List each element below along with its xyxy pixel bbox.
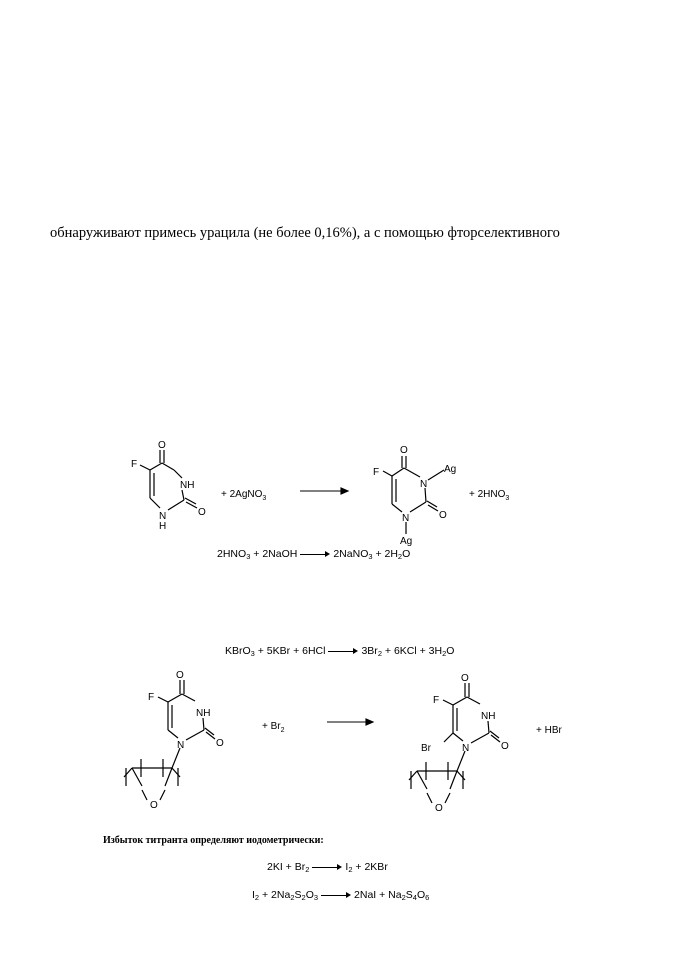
atom-o-top-3: O bbox=[176, 670, 184, 681]
arrow-icon bbox=[312, 863, 342, 871]
atom-o-right-3: O bbox=[216, 738, 224, 749]
product-hbr: + HBr bbox=[536, 725, 562, 736]
arrow-icon bbox=[321, 891, 351, 899]
reagent-br2: + $Br_2$ bbox=[262, 721, 285, 734]
atom-n-bottom-2: N bbox=[402, 513, 410, 524]
atom-h-1: H bbox=[159, 521, 167, 532]
atom-o-top-4: O bbox=[461, 673, 469, 684]
atom-br-4: Br bbox=[421, 743, 431, 754]
atom-o-ring-3: O bbox=[150, 800, 158, 811]
equation-neutralization: $2HNO_3$ + 2NaOH 2NaNO$_3$ + $2H_2O$ bbox=[217, 548, 411, 561]
atom-f-1: F bbox=[131, 459, 138, 470]
nucleoside-structure bbox=[124, 680, 215, 800]
atom-o-right-1: O bbox=[198, 507, 206, 518]
atom-n-4: N bbox=[462, 743, 470, 754]
reagent-agno3: + 2AgNO$_3$ bbox=[221, 489, 267, 502]
atom-o-right-4: O bbox=[501, 741, 509, 752]
iodometry-note: Избыток титранта определяют иодометрически: bbox=[103, 835, 324, 846]
equation-iodide: $2KI + Br_2$ $I_2 + 2KBr$ bbox=[267, 861, 388, 874]
atom-nh-4: NH bbox=[481, 711, 496, 722]
atom-n-1: N bbox=[159, 511, 167, 522]
atom-o-top-1: O bbox=[158, 440, 166, 451]
atom-o-ring-4: O bbox=[435, 803, 443, 814]
atom-o-right-2: O bbox=[439, 510, 447, 521]
atom-o-top-2: O bbox=[400, 445, 408, 456]
atom-ag-top: Ag bbox=[444, 464, 457, 475]
atom-nh-3: NH bbox=[196, 708, 211, 719]
atom-n-top-2: N bbox=[420, 479, 428, 490]
atom-n-3: N bbox=[177, 740, 185, 751]
atom-f-4: F bbox=[433, 695, 440, 706]
atom-f-2: F bbox=[373, 467, 380, 478]
atom-ag-bottom: Ag bbox=[400, 536, 413, 547]
atom-nh-1: NH bbox=[180, 480, 195, 491]
atom-f-3: F bbox=[148, 692, 155, 703]
equation-thiosulfate: $I_2 + 2Na_2S_2O_3$ $2NaI + Na_2S_4O_6$ bbox=[252, 889, 430, 902]
body-text-line: обнаруживают примесь урацила (не более 0,16%), а с помощью фторселективного bbox=[50, 225, 560, 241]
reaction-arrow-2 bbox=[327, 719, 373, 725]
product-hno3: + $2HNO_3$ bbox=[469, 489, 510, 502]
equation-bromate: KBrO$_3$ + 5KBr + 6HCl $3Br_2 + 6KCl + 3H_2O$ bbox=[225, 645, 455, 658]
